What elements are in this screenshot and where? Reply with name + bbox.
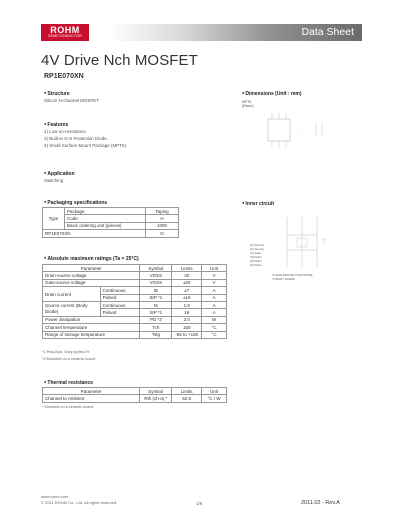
circuit-note: *2 BODY DIODE [272, 277, 295, 281]
page-title: 4V Drive Nch MOSFET [41, 52, 198, 69]
features-heading: ● Features [44, 121, 68, 128]
table-row [43, 316, 227, 323]
circuit-note: *1 ESD PROTECTION DIODE [272, 273, 313, 277]
code-value: H [146, 215, 179, 222]
col-header: Parameter [43, 265, 140, 272]
datasheet-bar [108, 24, 362, 41]
col-header: Symbol [140, 265, 172, 272]
structure-heading: ● Structure [44, 90, 70, 97]
symbol-cell: PD *2 [140, 316, 172, 323]
limit-cell: ±20 [172, 279, 202, 286]
unit-cell: A [202, 301, 227, 308]
sub-param-cell: Pulsed [100, 309, 140, 316]
symbol-cell: Tstg [140, 331, 172, 338]
doc-type-label: Data Sheet [301, 26, 354, 38]
limit-cell: 62.5 [172, 395, 202, 402]
limit-cell: 16 [172, 309, 202, 316]
application-heading: ● Application [44, 170, 75, 177]
symbol-cell: Rth (ch-a) * [140, 395, 172, 402]
footer-left [41, 494, 117, 506]
part-number: RP1E070XN [44, 73, 84, 80]
symbol-cell: VDSS [140, 272, 172, 279]
table-row [43, 301, 227, 308]
unit-cell: A [202, 309, 227, 316]
packaging-heading: ● Packaging specifications [44, 199, 107, 206]
application-text: Switching [44, 178, 64, 183]
col-header: Unit [202, 265, 227, 272]
unit-cell: V [202, 272, 227, 279]
col-header: Limits [172, 265, 202, 272]
footnote: *2 Mounted on a ceramic board. [42, 357, 97, 361]
limit-cell: ±7 [172, 287, 202, 294]
feature-item: 2) Built-in G-S Protection Diode. [44, 136, 109, 141]
abs-max-heading: ● Absolute maximum ratings (Ta = 25°C) [44, 255, 139, 262]
symbol-cell: IS [140, 301, 172, 308]
param-cell: Drain current [43, 287, 101, 302]
dimensions-drawing [242, 97, 360, 177]
table-row [43, 324, 227, 331]
dimensions-heading: ● Dimensions (Unit : mm) [242, 90, 302, 97]
revision: 2011.02 - Rev.A [301, 500, 340, 506]
symbol-cell: IDP *1 [140, 294, 172, 301]
symbol-cell: VGSS [140, 279, 172, 286]
limit-cell: -55 to +150 [172, 331, 202, 338]
abs-max-table [42, 264, 227, 339]
package-col-header: Package [65, 208, 146, 215]
thermal-table [42, 387, 227, 403]
symbol-cell: ID [140, 287, 172, 294]
col-header: Symbol [140, 388, 172, 395]
table-row [43, 331, 227, 338]
pin-label: (4) Drain [250, 255, 262, 259]
part-row-value: O [146, 230, 179, 237]
sub-param-cell: Continuous [100, 301, 140, 308]
table-row [43, 395, 227, 402]
pin-label: (2) Source [250, 247, 265, 251]
inner-circuit-heading: ● Inner circuit [242, 200, 274, 207]
logo-subtext: SEMICONDUCTOR [48, 34, 82, 38]
feature-item: 3) Small Surface Mount Package (MPT6). [44, 143, 128, 148]
inner-circuit-diagram [242, 205, 360, 290]
table-row [43, 287, 227, 294]
footer-url[interactable]: www.rohm.com [41, 494, 69, 499]
part-row-label: RP1E070XN [43, 230, 146, 237]
code-label: Code [65, 215, 146, 222]
footnote: *1 Pw≤10μs, Duty cycle≤1% [42, 350, 90, 354]
pin-label: (5) Drain [250, 259, 262, 263]
header [0, 0, 400, 44]
param-cell: Power dissipation [43, 316, 140, 323]
logo-text: ROHM [50, 25, 80, 35]
col-header: Unit [202, 388, 227, 395]
footer-copyright: © 2011 ROHM Co., Ltd. All rights reserved. [41, 500, 118, 505]
param-cell: Channel to Ambient [43, 395, 140, 402]
pin-label: (6) Drain [250, 263, 262, 267]
unit-cell: A [202, 294, 227, 301]
ordering-unit-label: Basic ordering unit (pieces) [65, 222, 146, 229]
feature-item: 1) Low on-resistance. [44, 129, 88, 134]
symbol-cell: ISP *1 [140, 309, 172, 316]
table-row [43, 279, 227, 286]
unit-cell: °C / W [202, 395, 227, 402]
ordering-unit-value: 1000 [146, 222, 179, 229]
limit-cell: 150 [172, 324, 202, 331]
sub-param-cell: Continuous [100, 287, 140, 294]
limit-cell: 30 [172, 272, 202, 279]
unit-cell: W [202, 316, 227, 323]
packaging-table [42, 207, 179, 238]
rohm-logo [41, 24, 89, 41]
unit-cell: V [202, 279, 227, 286]
package-name: MPT6 [242, 100, 252, 104]
unit-cell: A [202, 287, 227, 294]
param-cell: Range of storage temperature [43, 331, 140, 338]
col-header: Limits [172, 388, 202, 395]
page-number: 1/6 [196, 501, 203, 506]
unit-cell: °C [202, 324, 227, 331]
structure-text: Silicon N-channel MOSFET [44, 98, 100, 103]
limit-cell: 1.6 [172, 301, 202, 308]
thermal-heading: ● Thermal resistance [44, 379, 93, 386]
sub-param-cell: Pulsed [100, 294, 140, 301]
limit-cell: 2.0 [172, 316, 202, 323]
pin-label: (1) Source [250, 243, 265, 247]
unit-cell: °C [202, 331, 227, 338]
taping-col-header: Taping [146, 208, 179, 215]
limit-cell: ±16 [172, 294, 202, 301]
param-cell: Channel temperature [43, 324, 140, 331]
pin-label: (3) Gate [250, 251, 262, 255]
col-header: Parameter [43, 388, 140, 395]
type-label: Type [43, 208, 65, 230]
param-cell: Source current (Body Diode) [43, 301, 101, 316]
package-outline-drawing [242, 97, 360, 177]
package-sub: (Reper) [242, 104, 254, 108]
table-row [43, 272, 227, 279]
footnote: * Mounted on a ceramic board. [42, 405, 94, 409]
symbol-cell: Tch [140, 324, 172, 331]
param-cell: Gate-source voltage [43, 279, 140, 286]
param-cell: Drain-source voltage [43, 272, 140, 279]
